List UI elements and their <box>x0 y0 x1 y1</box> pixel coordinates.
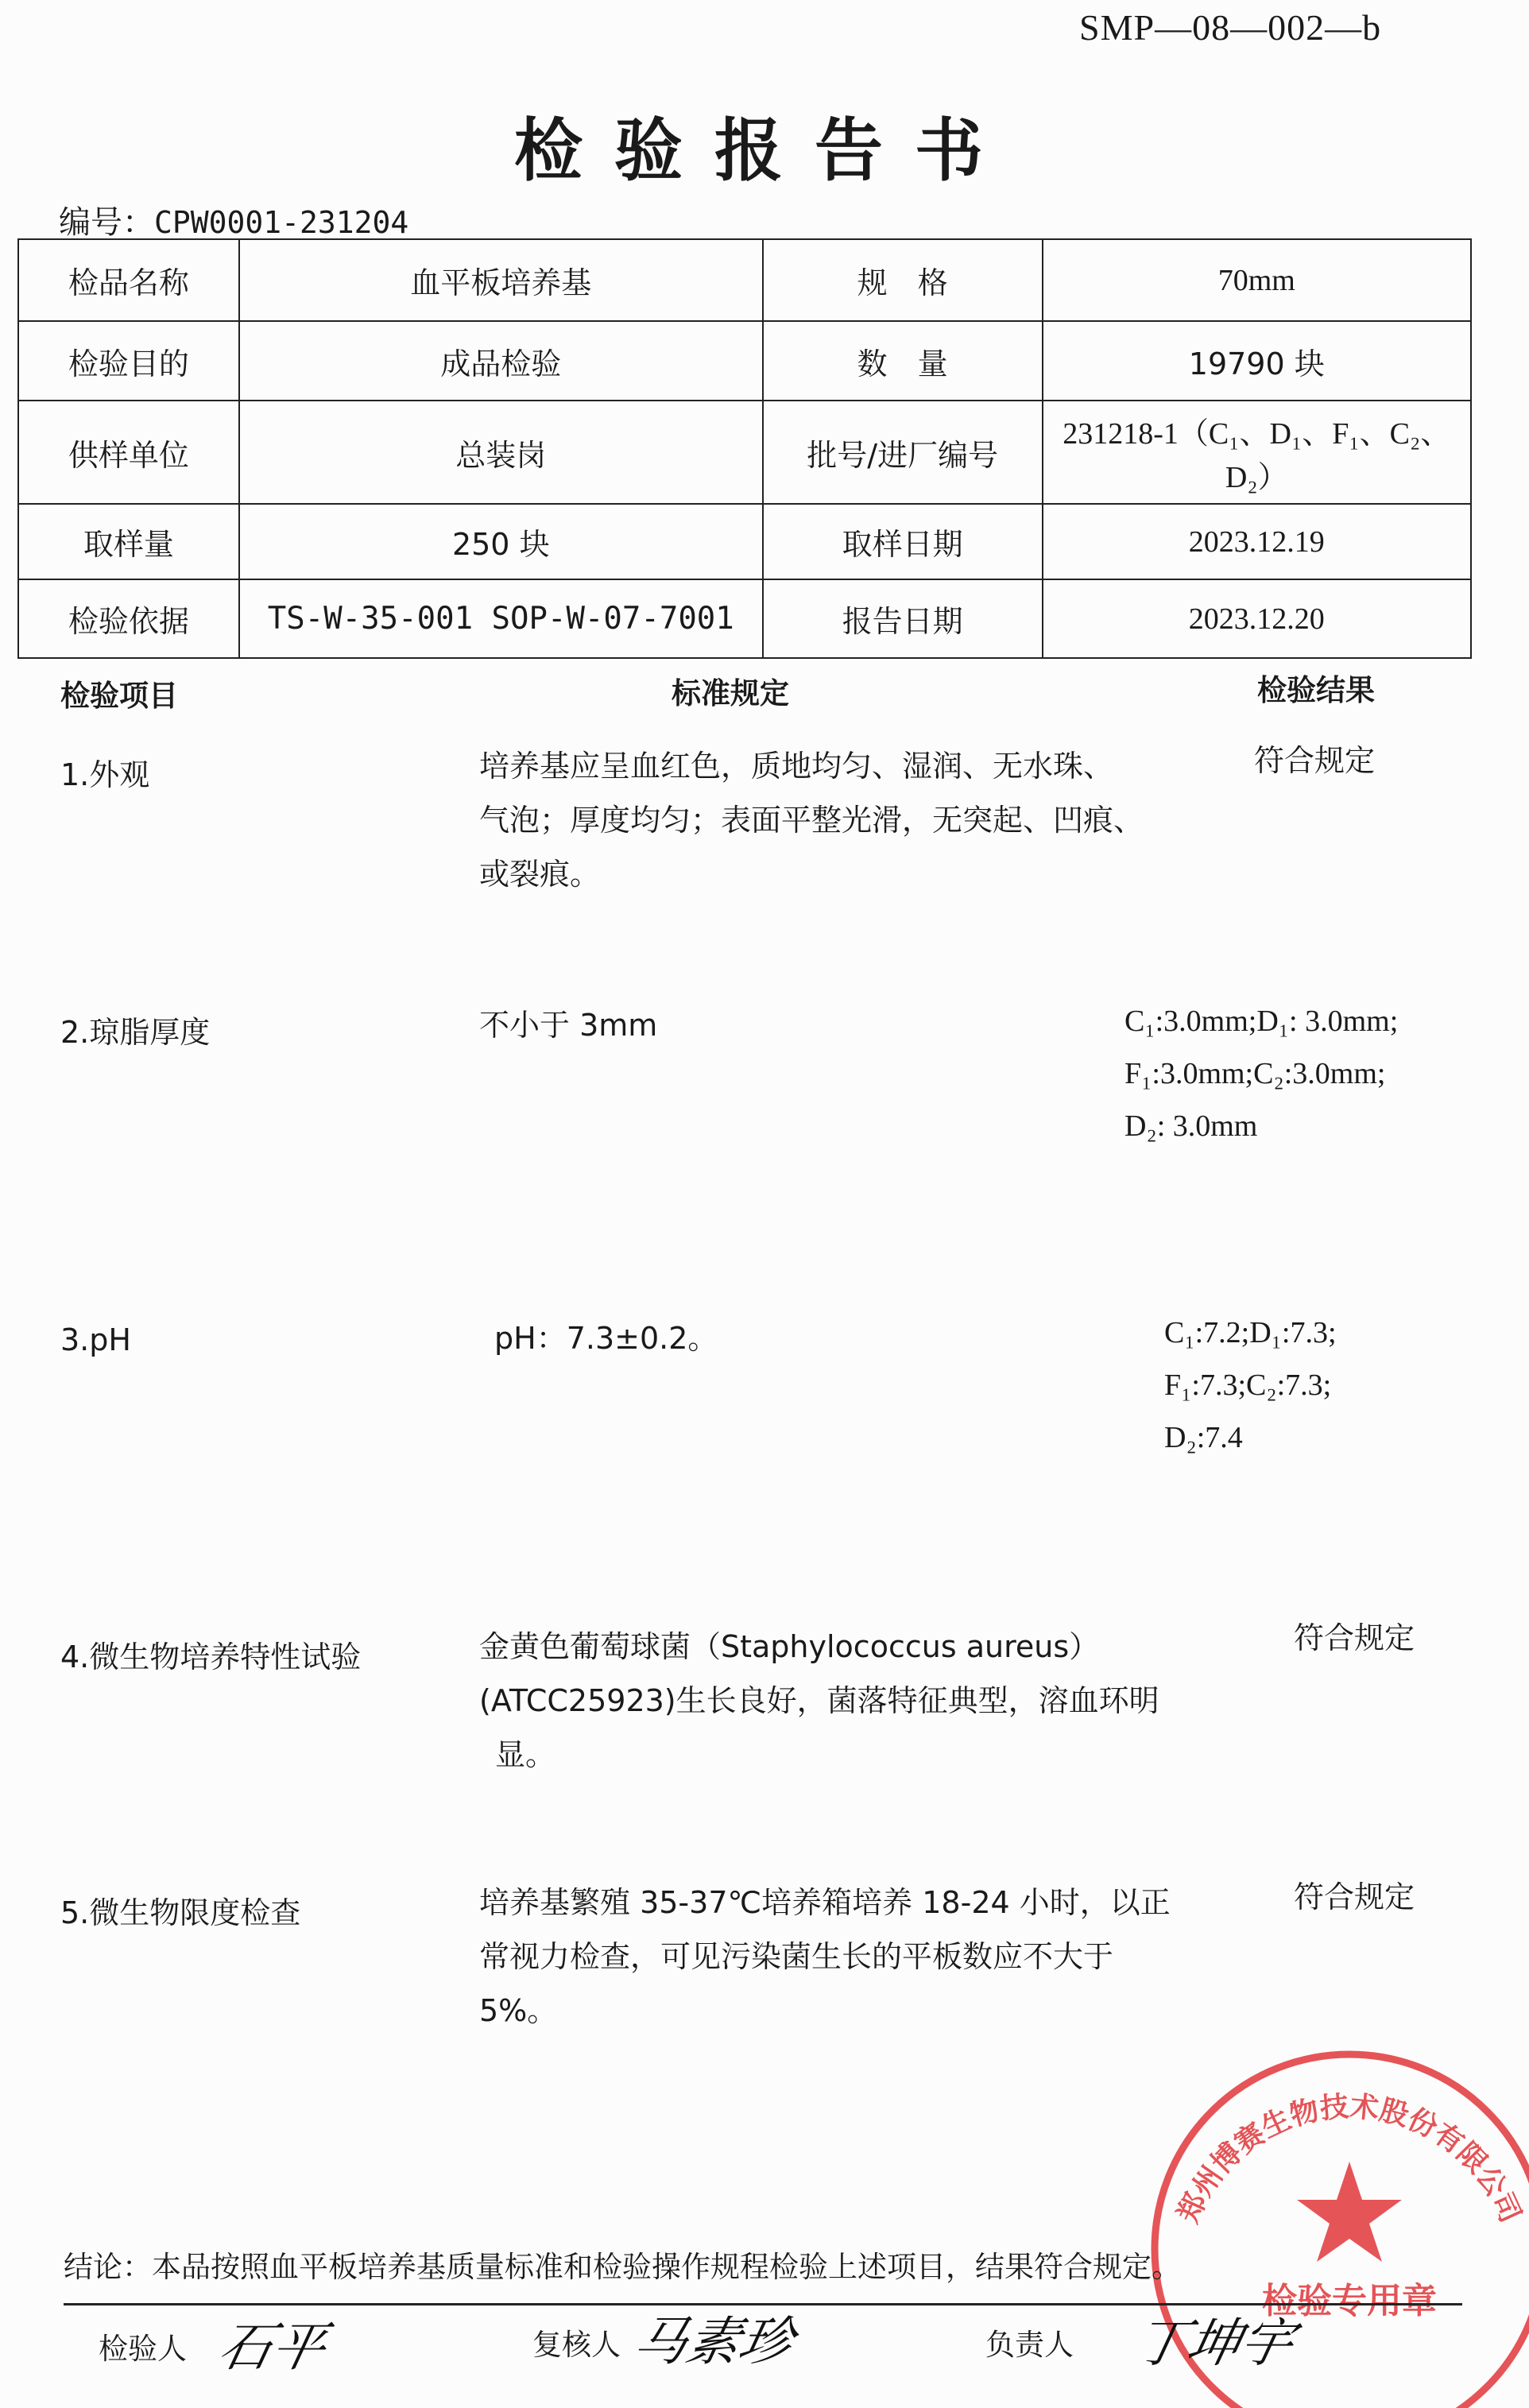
spec-label: 规 格 <box>763 239 1043 321</box>
result-line: C₁:3.0mm;D₁: 3.0mm; <box>1124 1005 1399 1038</box>
quantity-value: 19790 块 <box>1043 321 1472 401</box>
supplier-value: 总装岗 <box>239 401 763 504</box>
table-row <box>18 401 1471 504</box>
item-ph-standard <box>494 1311 1233 1365</box>
item-appearance-name: 1.外观 <box>60 757 150 792</box>
star-icon <box>1297 2162 1402 2262</box>
inspector-label: 检验人 <box>99 2332 187 2366</box>
standard-line: pH：7.3±0.2。 <box>494 1321 718 1356</box>
item-microbial-limit-result: 符合规定 <box>1294 1880 1415 1914</box>
batch-value <box>1043 401 1472 504</box>
item-microbial-limit-standard <box>479 1876 1218 2038</box>
item-agar-thickness-name: 2.琼脂厚度 <box>60 1015 211 1050</box>
table-row <box>18 239 1471 321</box>
result-line: C₁:7.2;D₁:7.3; <box>1164 1316 1337 1349</box>
sample-date-label: 取样日期 <box>763 504 1043 579</box>
table-row <box>18 579 1471 658</box>
batch-line-2: D₂） <box>1225 461 1288 494</box>
responsible-signature: 丁坤宇 <box>1128 2313 1299 2374</box>
item-ph-name: 3.pH <box>60 1322 131 1357</box>
conclusion: 结论：本品按照血平板培养基质量标准和检验操作规程检验上述项目，结果符合规定。 <box>64 2250 1181 2284</box>
column-header-standard: 标准规定 <box>672 676 789 710</box>
sample-date-value: 2023.12.19 <box>1043 504 1472 579</box>
reviewer-signature: 马素珍 <box>628 2311 799 2372</box>
supplier-label: 供样单位 <box>18 401 239 504</box>
result-line: D₂:7.4 <box>1164 1421 1243 1454</box>
item-culture-test-name: 4.微生物培养特性试验 <box>60 1640 362 1674</box>
result-line: D₂: 3.0mm <box>1124 1109 1258 1143</box>
standard-line: 或裂痕。 <box>479 857 601 892</box>
basis-value: TS-W-35-001 SOP-W-07-7001 <box>239 579 763 658</box>
stamp-purpose: 检验专用章 <box>1262 2281 1437 2321</box>
result-line: F₁:3.0mm;C₂:3.0mm; <box>1124 1057 1386 1090</box>
sample-qty-label: 取样量 <box>18 504 239 579</box>
result-line: F₁:7.3;C₂:7.3; <box>1164 1369 1332 1402</box>
item-ph-result <box>1164 1307 1337 1464</box>
item-culture-test-result: 符合规定 <box>1294 1620 1415 1655</box>
report-date-value: 2023.12.20 <box>1043 579 1472 658</box>
standard-line: 金黄色葡萄球菌（Staphylococcus aureus） <box>479 1629 1100 1664</box>
standard-line: 培养基应呈血红色，质地均匀、湿润、无水珠、 <box>479 749 1114 784</box>
responsible-label: 负责人 <box>985 2328 1074 2362</box>
standard-line: 不小于 3mm <box>479 1008 658 1043</box>
item-appearance-result: 符合规定 <box>1254 743 1376 778</box>
stamp-company-name: 郑州博赛生物技术股份有限公司 <box>1171 2090 1527 2228</box>
basis-label: 检验依据 <box>18 579 239 658</box>
spec-value: 70mm <box>1043 239 1472 321</box>
item-culture-test-standard <box>479 1620 1218 1782</box>
reviewer-label: 复核人 <box>532 2328 621 2362</box>
serial-value: CPW0001-231204 <box>154 205 409 240</box>
document-code: SMP—08—002—b <box>1079 7 1382 48</box>
page-title: 检验报告书 <box>514 111 1015 191</box>
product-name-label: 检品名称 <box>18 239 239 321</box>
purpose-label: 检验目的 <box>18 321 239 401</box>
quantity-label: 数 量 <box>763 321 1043 401</box>
sample-qty-value: 250 块 <box>239 504 763 579</box>
purpose-value: 成品检验 <box>239 321 763 401</box>
serial-number <box>59 197 408 242</box>
item-agar-thickness-standard <box>479 998 1218 1052</box>
standard-line: (ATCC25923)生长良好，菌落特征典型，溶血环明 <box>479 1683 1159 1718</box>
info-table <box>17 238 1472 659</box>
standard-line: 培养基繁殖 35-37℃培养箱培养 18-24 小时，以正 <box>479 1885 1171 1920</box>
item-appearance-standard <box>479 739 1218 901</box>
standard-line: 常视力检查，可见污染菌生长的平板数应不大于 <box>479 1939 1114 1974</box>
table-row <box>18 321 1471 401</box>
batch-label: 批号/进厂编号 <box>763 401 1043 504</box>
report-date-label: 报告日期 <box>763 579 1043 658</box>
standard-line: 显。 <box>495 1737 556 1772</box>
column-header-item: 检验项目 <box>60 679 178 713</box>
table-row <box>18 504 1471 579</box>
item-agar-thickness-result <box>1124 995 1398 1152</box>
standard-line: 5%。 <box>479 1993 558 2028</box>
inspector-signature: 石平 <box>213 2317 331 2378</box>
batch-line-1: 231218-1（C₁、D₁、F₁、C₂、 <box>1063 417 1451 451</box>
serial-label: 编号： <box>59 204 154 241</box>
product-name-value: 血平板培养基 <box>239 239 763 321</box>
item-microbial-limit-name: 5.微生物限度检查 <box>60 1895 301 1930</box>
column-header-result: 检验结果 <box>1257 673 1375 707</box>
standard-line: 气泡；厚度均匀；表面平整光滑，无突起、凹痕、 <box>479 803 1144 838</box>
